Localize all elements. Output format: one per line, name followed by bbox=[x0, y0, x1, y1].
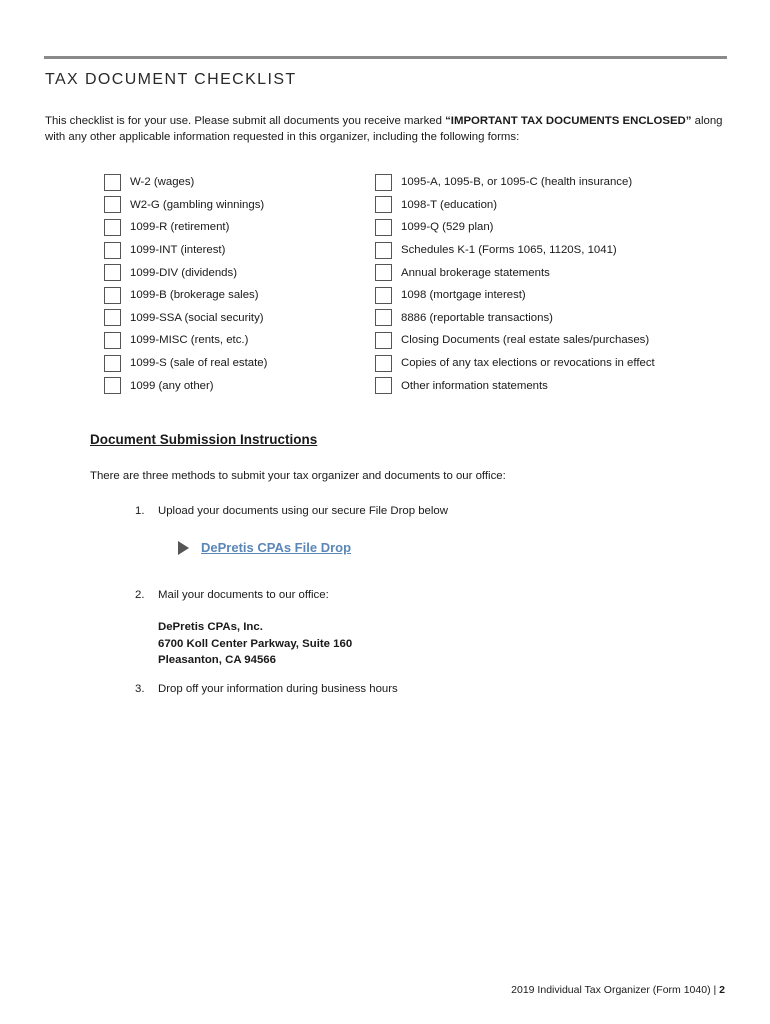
checklist-item-label: 1099-S (sale of real estate) bbox=[130, 357, 268, 370]
checkbox[interactable] bbox=[104, 219, 121, 236]
submission-heading: Document Submission Instructions bbox=[90, 432, 318, 447]
checklist-item[interactable] bbox=[375, 307, 655, 330]
checkbox[interactable] bbox=[104, 264, 121, 281]
step-text: Upload your documents using our secure File Drop below bbox=[158, 505, 448, 517]
checklist-item[interactable] bbox=[375, 171, 655, 194]
checklist-item[interactable] bbox=[104, 171, 267, 194]
step-drop-off bbox=[135, 683, 398, 695]
page-number: 2 bbox=[719, 984, 725, 996]
step-number: 1. bbox=[135, 505, 145, 517]
checklist-item-label: 1099-Q (529 plan) bbox=[401, 221, 494, 234]
checklist-item-label: Closing Documents (real estate sales/purchases) bbox=[401, 334, 650, 347]
checkbox[interactable] bbox=[375, 242, 392, 259]
checkbox[interactable] bbox=[375, 309, 392, 326]
checkbox[interactable] bbox=[375, 332, 392, 349]
checklist-item-label: 1099-R (retirement) bbox=[130, 221, 230, 234]
checklist-item[interactable] bbox=[104, 329, 267, 352]
address-line: DePretis CPAs, Inc. bbox=[158, 621, 263, 633]
checklist-item-label: 1099-INT (interest) bbox=[130, 244, 226, 257]
checkbox[interactable] bbox=[104, 355, 121, 372]
checklist-item[interactable] bbox=[375, 352, 655, 375]
checklist-item-label: 1099-MISC (rents, etc.) bbox=[130, 334, 249, 347]
checklist-item[interactable] bbox=[104, 284, 267, 307]
checkbox[interactable] bbox=[375, 264, 392, 281]
checklist-item-label: Schedules K-1 (Forms 1065, 1120S, 1041) bbox=[401, 244, 617, 257]
checklist-item-label: 1098 (mortgage interest) bbox=[401, 289, 526, 302]
file-drop-link[interactable]: DePretis CPAs File Drop bbox=[201, 540, 352, 555]
checkbox[interactable] bbox=[375, 219, 392, 236]
mailing-address bbox=[158, 619, 352, 669]
step-number: 3. bbox=[135, 683, 145, 695]
checklist-item[interactable] bbox=[375, 194, 655, 217]
intro-paragraph bbox=[45, 114, 735, 145]
footer-text: 2019 Individual Tax Organizer (Form 1040) bbox=[511, 984, 711, 996]
checklist-item[interactable] bbox=[104, 352, 267, 375]
intro-text-bold: “IMPORTANT TAX DOCUMENTS ENCLOSED” bbox=[445, 115, 692, 127]
checklist-item[interactable] bbox=[375, 216, 655, 239]
step-upload bbox=[135, 505, 448, 517]
checklist-item[interactable] bbox=[375, 261, 655, 284]
page-footer bbox=[511, 984, 725, 996]
checklist-item-label: 1099-DIV (dividends) bbox=[130, 266, 237, 279]
checkbox[interactable] bbox=[375, 377, 392, 394]
checkbox[interactable] bbox=[104, 242, 121, 259]
intro-text-after: along with any other applicable information requested in this organizer, including the following forms: bbox=[45, 115, 723, 143]
checklist-item[interactable] bbox=[375, 329, 655, 352]
checkbox[interactable] bbox=[104, 196, 121, 213]
checklist-item[interactable] bbox=[104, 239, 267, 262]
step-number: 2. bbox=[135, 589, 145, 601]
checklist-item-label: Annual brokerage statements bbox=[401, 266, 550, 279]
address-line: Pleasanton, CA 94566 bbox=[158, 654, 276, 666]
checklist-item-label: 1095-A, 1095-B, or 1095-C (health insurance) bbox=[401, 176, 633, 189]
submission-intro: There are three methods to submit your tax organizer and documents to our office: bbox=[90, 470, 506, 482]
checkbox[interactable] bbox=[104, 174, 121, 191]
address-line: 6700 Koll Center Parkway, Suite 160 bbox=[158, 637, 353, 650]
checklist-item[interactable] bbox=[104, 261, 267, 284]
checklist-item[interactable] bbox=[375, 239, 655, 262]
checkbox[interactable] bbox=[375, 287, 392, 304]
file-drop-link-row[interactable] bbox=[178, 540, 351, 555]
checkbox[interactable] bbox=[375, 174, 392, 191]
top-rule bbox=[44, 56, 727, 59]
checklist-item-label: Other information statements bbox=[401, 379, 548, 392]
play-arrow-icon bbox=[178, 541, 189, 555]
checklist-right-column bbox=[375, 171, 655, 397]
checklist-item-label: Copies of any tax elections or revocations in effect bbox=[401, 357, 655, 370]
checklist-item-label: 8886 (reportable transactions) bbox=[401, 311, 553, 324]
checkbox[interactable] bbox=[104, 309, 121, 326]
checklist-item-label: W2-G (gambling winnings) bbox=[130, 198, 265, 211]
checklist-item-label: 1099-B (brokerage sales) bbox=[130, 289, 259, 302]
step-text: Mail your documents to our office: bbox=[158, 589, 329, 601]
checklist-item[interactable] bbox=[104, 307, 267, 330]
page-title: TAX DOCUMENT CHECKLIST bbox=[45, 71, 297, 88]
checkbox[interactable] bbox=[104, 377, 121, 394]
checklist-left-column bbox=[104, 171, 267, 397]
checkbox[interactable] bbox=[104, 332, 121, 349]
checklist-item[interactable] bbox=[104, 374, 267, 397]
step-text: Drop off your information during business hours bbox=[158, 683, 398, 695]
checklist-item[interactable] bbox=[375, 284, 655, 307]
checklist-item-label: 1098-T (education) bbox=[401, 198, 498, 211]
checkbox[interactable] bbox=[104, 287, 121, 304]
checklist-item[interactable] bbox=[104, 216, 267, 239]
checklist-item[interactable] bbox=[375, 374, 655, 397]
footer-separator: | bbox=[713, 984, 717, 996]
checkbox[interactable] bbox=[375, 196, 392, 213]
checklist-item-label: 1099 (any other) bbox=[130, 379, 214, 392]
intro-text-before: This checklist is for your use. Please submit all documents you receive marked bbox=[45, 115, 446, 127]
checkbox[interactable] bbox=[375, 355, 392, 372]
checklist-item[interactable] bbox=[104, 194, 267, 217]
checklist-item-label: W-2 (wages) bbox=[130, 176, 195, 189]
checklist-item-label: 1099-SSA (social security) bbox=[130, 311, 264, 324]
step-mail bbox=[135, 589, 329, 601]
